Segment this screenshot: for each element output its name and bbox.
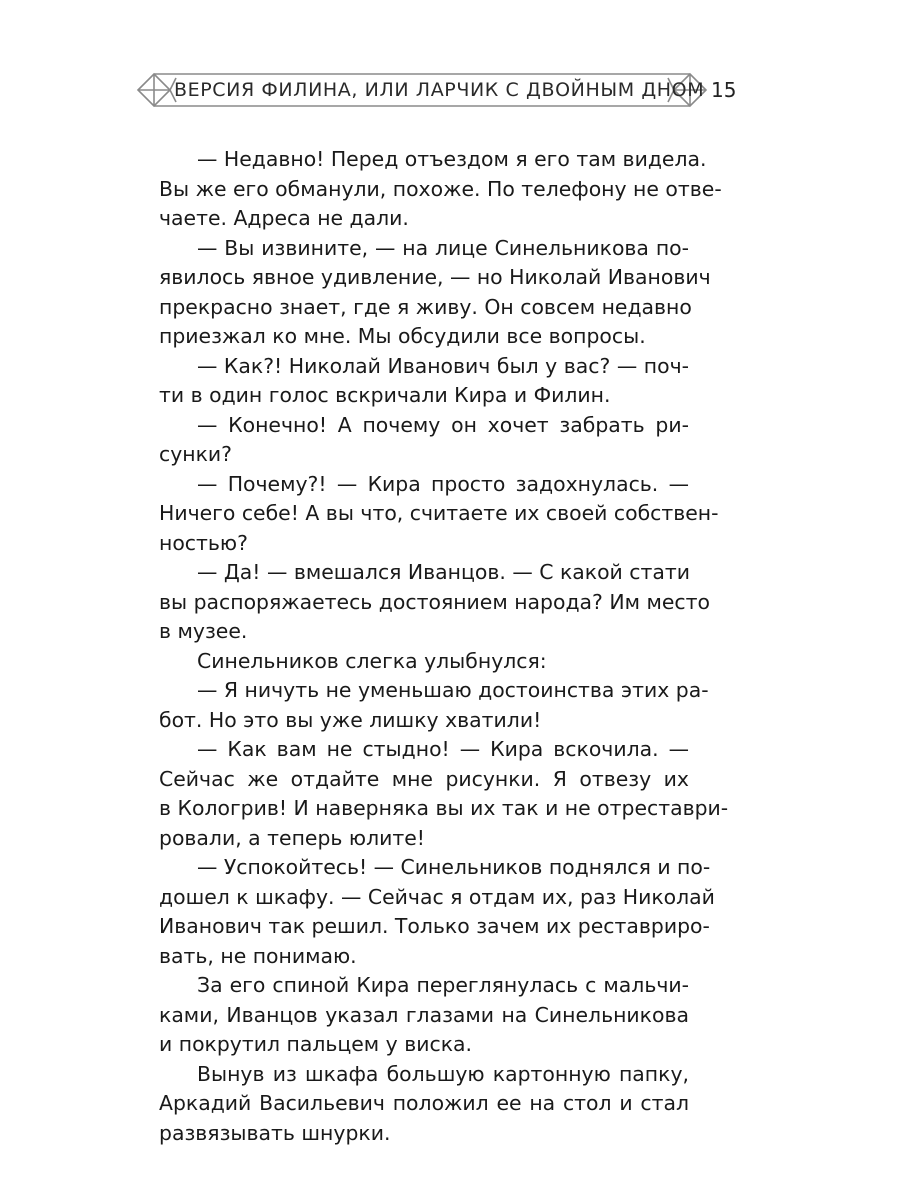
text-line: в Кологрив! И наверняка вы их так и не отреставри- xyxy=(159,796,729,820)
text-line: чаете. Адреса не дали. xyxy=(159,206,409,230)
text-line: Вы же его обманули, похоже. По телефону не отве- xyxy=(159,176,722,201)
text-line: — Конечно! А почему он хочет забрать ри- xyxy=(197,412,689,437)
text-line: приезжал ко мне. Мы обсудили все вопросы. xyxy=(159,324,646,348)
text-line: ностью? xyxy=(159,530,248,555)
text-line: Иванович так решил. Только зачем их реставриро- xyxy=(159,914,710,938)
body-text xyxy=(159,145,729,1148)
page-number: 15 xyxy=(711,78,737,102)
running-header-title: ВЕРСИЯ ФИЛИНА, ИЛИ ЛАРЧИК С ДВОЙНЫМ ДНОМ xyxy=(174,79,705,101)
text-line: — Да! — вмешался Иванцов. — С какой стати xyxy=(197,560,690,584)
text-line: развязывать шнурки. xyxy=(159,1120,391,1145)
text-line: вать, не понимаю. xyxy=(159,943,357,968)
running-header xyxy=(136,70,736,110)
text-line: ти в один голос вскричали Кира и Филин. xyxy=(159,383,611,407)
text-line: Вынув из шкафа большую картонную папку, xyxy=(197,1061,689,1086)
text-line: — Как вам не стыдно! — Кира вскочила. — xyxy=(197,737,689,761)
text-line: ками, Иванцов указал глазами на Синельникова xyxy=(159,1002,689,1027)
text-line: — Почему?! — Кира просто задохнулась. — xyxy=(197,471,689,496)
text-line: явилось явное удивление, — но Николай Иванович xyxy=(159,265,711,289)
text-line: сунки? xyxy=(159,442,233,466)
text-line: дошел к шкафу. — Сейчас я отдам их, раз Николай xyxy=(159,884,715,909)
text-line: бот. Но это вы уже лишку хватили! xyxy=(159,707,542,732)
text-line: Синельников слегка улыбнулся: xyxy=(197,648,547,673)
text-line: в музее. xyxy=(159,619,248,643)
text-line: ровали, а теперь юлите! xyxy=(159,825,425,850)
text-line: — Успокойтесь! — Синельников поднялся и по- xyxy=(197,855,711,879)
text-line: — Вы извините, — на лице Синельникова по- xyxy=(197,235,689,260)
text-line: Ничего себе! А вы что, считаете их своей собствен- xyxy=(159,501,719,525)
text-line: прекрасно знает, где я живу. Он совсем недавно xyxy=(159,294,692,319)
text-line: — Я ничуть не уменьшаю достоинства этих ра- xyxy=(197,678,709,702)
text-line: Сейчас же отдайте мне рисунки. Я отвезу их xyxy=(159,766,689,791)
text-line: Аркадий Васильевич положил ее на стол и стал xyxy=(159,1091,689,1115)
text-line: — Недавно! Перед отъездом я его там видела. xyxy=(197,147,707,171)
text-line: и покрутил пальцем у виска. xyxy=(159,1032,472,1056)
text-line: вы распоряжаетесь достоянием народа? Им место xyxy=(159,589,710,614)
text-line: За его спиной Кира переглянулась с мальчи- xyxy=(197,973,689,997)
text-line: — Как?! Николай Иванович был у вас? — поч- xyxy=(197,353,689,378)
